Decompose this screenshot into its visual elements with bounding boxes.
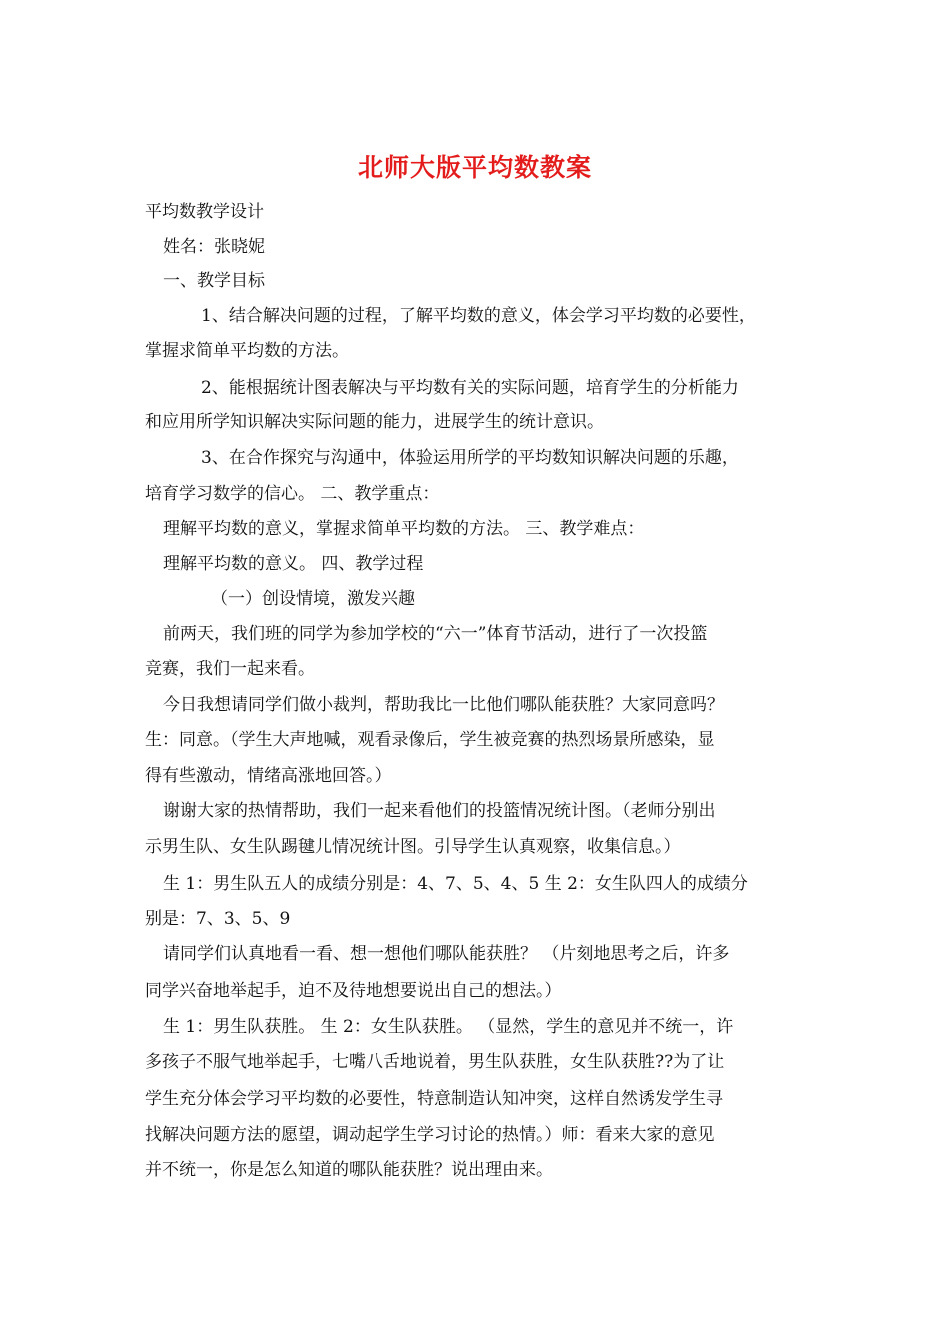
text-line: 一、教学目标 bbox=[163, 271, 265, 291]
text-line: 竞赛，我们一起来看。 bbox=[145, 659, 315, 679]
text-line: 3、在合作探究与沟通中，体验运用所学的平均数知识解决问题的乐趣， bbox=[201, 448, 739, 468]
text-line: 别是：7、3、5、9 bbox=[145, 909, 291, 929]
text-line: 前两天，我们班的同学为参加学校的“六一”体育节活动，进行了一次投篮 bbox=[163, 624, 708, 644]
text-line: 得有些激动，情绪高涨地回答。） bbox=[145, 766, 392, 786]
text-line: 同学兴奋地举起手，迫不及待地想要说出自己的想法。） bbox=[145, 981, 562, 1001]
text-line: 1、结合解决问题的过程，了解平均数的意义，体会学习平均数的必要性， bbox=[201, 306, 756, 326]
text-line: 并不统一，你是怎么知道的哪队能获胜？说出理由来。 bbox=[145, 1160, 553, 1180]
text-line: 示男生队、女生队踢毽儿情况统计图。引导学生认真观察，收集信息。） bbox=[145, 837, 681, 857]
text-line: 生 1：男生队五人的成绩分别是：4、7、5、4、5 生 2：女生队四人的成绩分 bbox=[163, 874, 748, 894]
text-line: 理解平均数的意义，掌握求简单平均数的方法。 三、教学难点： bbox=[163, 519, 645, 539]
text-line: 生 1：男生队获胜。 生 2：女生队获胜。 （显然，学生的意见并不统一，许 bbox=[163, 1017, 734, 1037]
text-line: 2、能根据统计图表解决与平均数有关的实际问题，培育学生的分析能力 bbox=[201, 378, 739, 398]
text-line: 找解决问题方法的愿望，调动起学生学习讨论的热情。）师：看来大家的意见 bbox=[145, 1125, 715, 1145]
document-title: 北师大版平均数教案 bbox=[357, 153, 592, 182]
text-line: 和应用所学知识解决实际问题的能力，进展学生的统计意识。 bbox=[145, 412, 604, 432]
text-line: （一）创设情境，激发兴趣 bbox=[211, 589, 415, 609]
text-line: 生：同意。（学生大声地喊，观看录像后，学生被竞赛的热烈场景所感染，显 bbox=[145, 730, 715, 750]
text-line: 掌握求简单平均数的方法。 bbox=[145, 341, 349, 361]
text-line: 培育学习数学的信心。 二、教学重点： bbox=[145, 484, 440, 504]
text-line: 今日我想请同学们做小裁判，帮助我比一比他们哪队能获胜？大家同意吗？ bbox=[163, 695, 724, 715]
text-line: 理解平均数的意义。 四、教学过程 bbox=[163, 554, 424, 574]
text-line: 谢谢大家的热情帮助，我们一起来看他们的投篮情况统计图。（老师分别出 bbox=[163, 801, 716, 821]
text-line: 学生充分体会学习平均数的必要性，特意制造认知冲突，这样自然诱发学生寻 bbox=[145, 1089, 723, 1109]
text-line: 请同学们认真地看一看、想一想他们哪队能获胜？ （片刻地思考之后，许多 bbox=[163, 944, 730, 964]
text-line: 平均数教学设计 bbox=[145, 202, 264, 222]
text-line: 多孩子不服气地举起手，七嘴八舌地说着，男生队获胜，女生队获胜??为了让 bbox=[145, 1052, 725, 1072]
text-line: 姓名：张晓妮 bbox=[163, 237, 265, 257]
